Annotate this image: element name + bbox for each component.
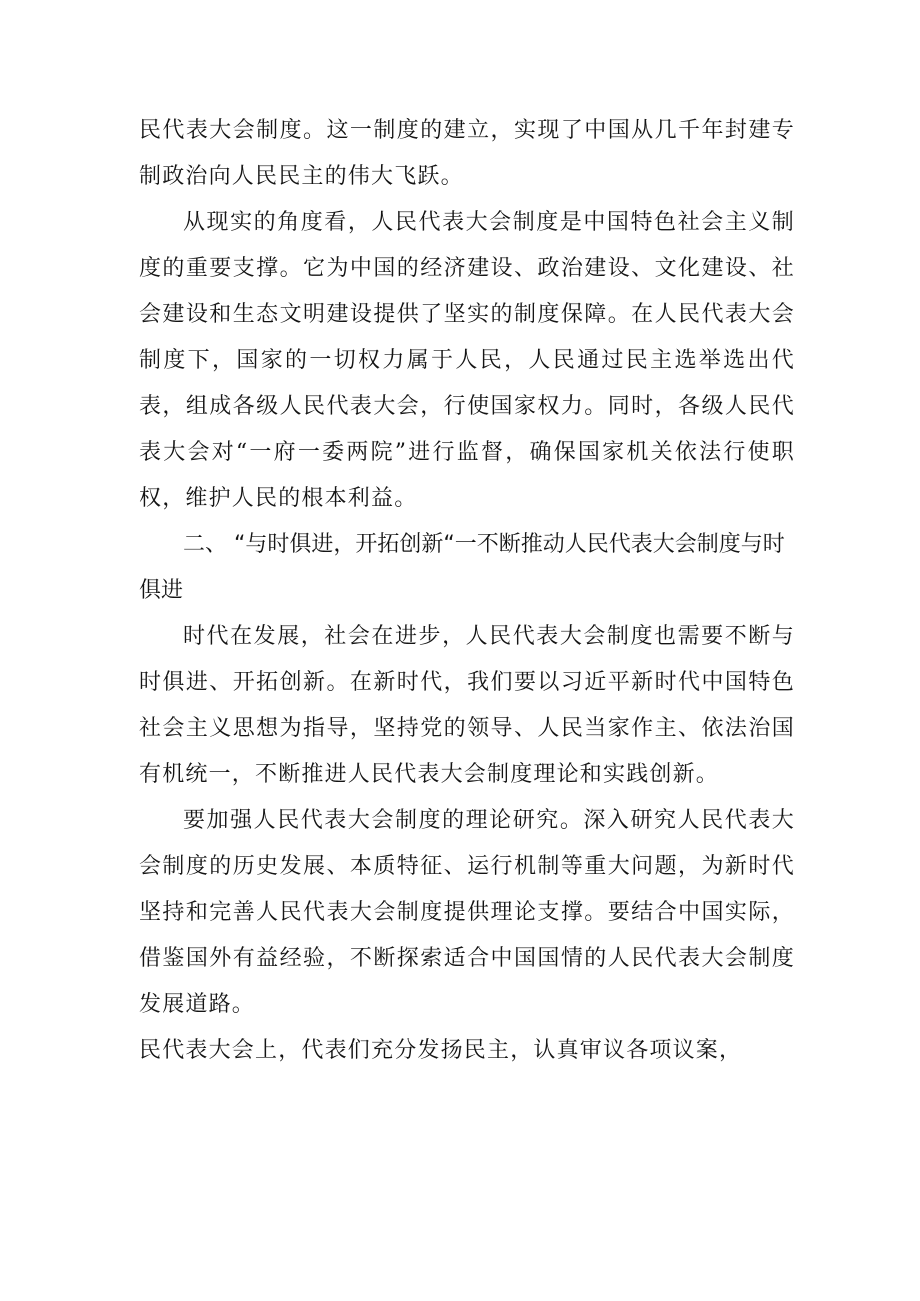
- body-paragraph: 从现实的角度看，人民代表大会制度是中国特色社会主义制度的重要支撑。它为中国的经济建设、政治建设、文化建设、社会建设和生态文明建设提供了坚实的制度保障。在人民代表大会制度下，国家的一切权力属于人民，人民通过民主选举选出代表，组成各级人民代表大会，行使国家权力。同时，各级人民代表大会对“一府一委两院”进行监督，确保国家机关依法行使职权，维护人民的根本利益。: [139, 210, 795, 511]
- body-paragraph: 时代在发展，社会在进步，人民代表大会制度也需要不断与时俱进、开拓创新。在新时代，我们要以习近平新时代中国特色社会主义思想为指导，坚持党的领导、人民当家作主、依法治国有机统一，不断推进人民代表大会制度理论和实践创新。: [139, 624, 795, 787]
- document-body: [139, 108, 795, 1074]
- body-paragraph: 民代表大会制度。这一制度的建立，实现了中国从几千年封建专制政治向人民民主的伟大飞跃。: [139, 118, 795, 189]
- body-paragraph: 要加强人民代表大会制度的理论研究。深入研究人民代表大会制度的历史发展、本质特征、运行机制等重大问题，为新时代坚持和完善人民代表大会制度提供理论支撑。要结合中国实际，借鉴国外有益经验，不断探索适合中国国情的人民代表大会制度发展道路。: [139, 808, 795, 1017]
- section-heading: 二、 “与时俱进，开拓创新“一不断推动人民代表大会制度与时俱进: [139, 532, 785, 603]
- body-paragraph: 民代表大会上，代表们充分发扬民主，认真审议各项议案，: [139, 1038, 743, 1063]
